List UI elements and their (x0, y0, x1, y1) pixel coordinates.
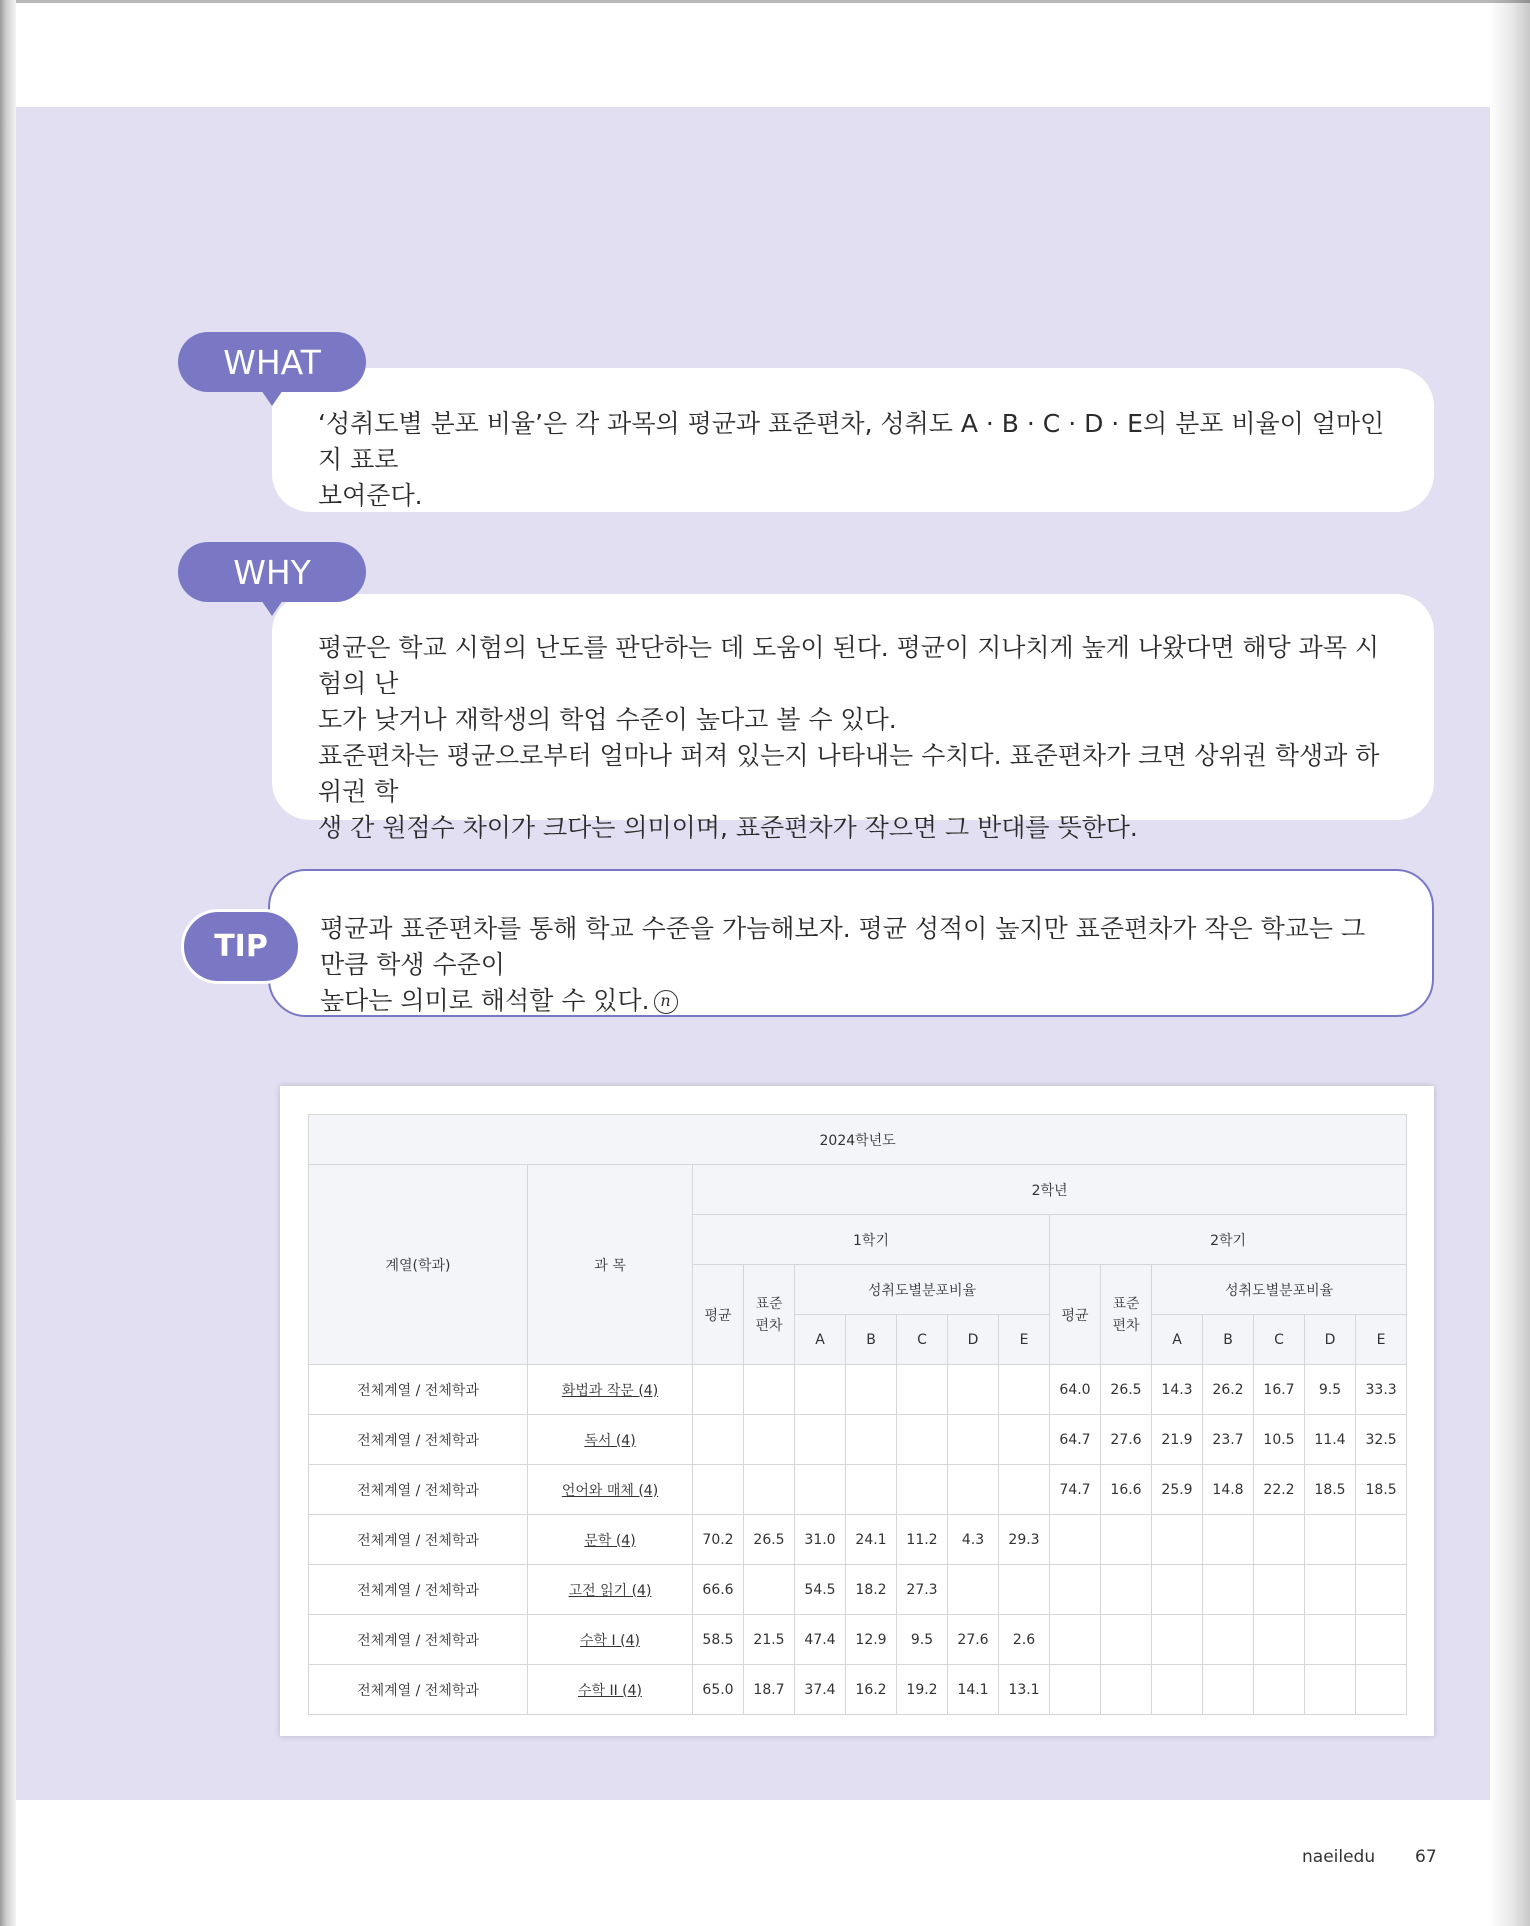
value-cell (846, 1465, 897, 1515)
value-cell (1305, 1515, 1356, 1565)
sem2-level-e: E (1356, 1315, 1407, 1365)
value-cell: 54.5 (795, 1565, 846, 1615)
row-subject-link[interactable]: 수학 II (4) (577, 1682, 643, 1699)
value-cell: 27.6 (948, 1615, 999, 1665)
value-cell (1254, 1515, 1305, 1565)
row-subject-link[interactable]: 문학 (4) (584, 1532, 636, 1549)
value-cell: 4.3 (948, 1515, 999, 1565)
value-cell: 14.1 (948, 1665, 999, 1715)
value-cell: 31.0 (795, 1515, 846, 1565)
value-cell: 29.3 (999, 1515, 1050, 1565)
value-cell (1050, 1515, 1101, 1565)
what-bubble (272, 368, 1434, 512)
sem1-level-a: A (795, 1315, 846, 1365)
value-cell (1050, 1565, 1101, 1615)
value-cell: 33.3 (1356, 1365, 1407, 1415)
sem2-level-d: D (1305, 1315, 1356, 1365)
value-cell: 16.2 (846, 1665, 897, 1715)
naeil-logo-icon: n (654, 990, 678, 1014)
row-subject-link[interactable]: 언어와 매체 (4) (561, 1482, 659, 1499)
value-cell (999, 1415, 1050, 1465)
value-cell (1254, 1615, 1305, 1665)
table-row (309, 1365, 1407, 1415)
value-cell: 10.5 (1254, 1415, 1305, 1465)
value-cell (999, 1365, 1050, 1415)
value-cell (846, 1365, 897, 1415)
value-cell: 37.4 (795, 1665, 846, 1715)
value-cell (897, 1415, 948, 1465)
row-subject-cell[interactable] (528, 1615, 693, 1665)
tip-text-body: 평균과 표준편차를 통해 학교 수준을 가늠해보자. 평균 성적이 높지만 표준편차가 작은 학교는 그만큼 학생 수준이 높다는 의미로 해석할 수 있다. (320, 914, 1366, 1015)
sem2-level-b: B (1203, 1315, 1254, 1365)
page-top-edge (0, 0, 1530, 3)
value-cell: 26.2 (1203, 1365, 1254, 1415)
row-subject-link[interactable]: 수학 I (4) (580, 1632, 640, 1649)
row-dept: 전체계열 / 전체학과 (309, 1365, 528, 1415)
tip-badge: TIP (181, 909, 301, 984)
sem2-level-c: C (1254, 1315, 1305, 1365)
value-cell: 16.6 (1101, 1465, 1152, 1515)
grade-table-card (280, 1086, 1434, 1736)
value-cell (1152, 1615, 1203, 1665)
value-cell: 21.9 (1152, 1415, 1203, 1465)
row-dept: 전체계열 / 전체학과 (309, 1665, 528, 1715)
sem2-mean-header: 평균 (1050, 1265, 1101, 1365)
why-bubble (272, 594, 1434, 842)
page-gutter-shadow (1490, 0, 1530, 1926)
value-cell: 18.5 (1356, 1465, 1407, 1515)
value-cell (1203, 1665, 1254, 1715)
value-cell (948, 1415, 999, 1465)
value-cell (693, 1465, 744, 1515)
value-cell (948, 1565, 999, 1615)
tip-text (320, 911, 1388, 1019)
value-cell: 12.9 (846, 1615, 897, 1665)
value-cell (948, 1365, 999, 1415)
value-cell: 27.6 (1101, 1415, 1152, 1465)
dept-column-header: 계열(학과) (309, 1165, 528, 1365)
value-cell (1356, 1515, 1407, 1565)
value-cell: 18.5 (1305, 1465, 1356, 1515)
value-cell: 58.5 (693, 1615, 744, 1665)
value-cell: 21.5 (744, 1615, 795, 1665)
value-cell (795, 1415, 846, 1465)
sem1-dist-header: 성취도별분포비율 (795, 1265, 1050, 1315)
value-cell (1101, 1615, 1152, 1665)
what-tag: WHAT (178, 332, 366, 392)
sem1-level-e: E (999, 1315, 1050, 1365)
value-cell (795, 1465, 846, 1515)
semester1-header: 1학기 (693, 1215, 1050, 1265)
table-row (309, 1615, 1407, 1665)
what-tag-pointer (261, 390, 283, 406)
table-row (309, 1515, 1407, 1565)
table-body (309, 1365, 1407, 1715)
value-cell: 16.7 (1254, 1365, 1305, 1415)
value-cell: 9.5 (897, 1615, 948, 1665)
value-cell (1101, 1565, 1152, 1615)
sem2-std-header: 표준 편차 (1101, 1265, 1152, 1365)
value-cell: 66.6 (693, 1565, 744, 1615)
value-cell: 27.3 (897, 1565, 948, 1615)
sem1-level-d: D (948, 1315, 999, 1365)
value-cell: 18.7 (744, 1665, 795, 1715)
value-cell: 11.4 (1305, 1415, 1356, 1465)
value-cell (693, 1415, 744, 1465)
value-cell: 18.2 (846, 1565, 897, 1615)
value-cell (1356, 1665, 1407, 1715)
value-cell (897, 1365, 948, 1415)
value-cell: 19.2 (897, 1665, 948, 1715)
value-cell: 9.5 (1305, 1365, 1356, 1415)
row-subject-cell[interactable] (528, 1565, 693, 1615)
value-cell (744, 1365, 795, 1415)
row-subject-cell[interactable] (528, 1465, 693, 1515)
value-cell (1203, 1565, 1254, 1615)
value-cell (1050, 1615, 1101, 1665)
value-cell: 14.3 (1152, 1365, 1203, 1415)
row-subject-link[interactable]: 고전 읽기 (4) (568, 1582, 652, 1599)
value-cell: 23.7 (1203, 1415, 1254, 1465)
value-cell: 2.6 (999, 1615, 1050, 1665)
value-cell (1152, 1565, 1203, 1615)
value-cell (795, 1365, 846, 1415)
table-row (309, 1465, 1407, 1515)
value-cell: 32.5 (1356, 1415, 1407, 1465)
value-cell: 65.0 (693, 1665, 744, 1715)
value-cell (1101, 1515, 1152, 1565)
value-cell: 26.5 (744, 1515, 795, 1565)
value-cell (1152, 1665, 1203, 1715)
table-row (309, 1565, 1407, 1615)
sem1-mean-header: 평균 (693, 1265, 744, 1365)
grade-header: 2학년 (693, 1165, 1407, 1215)
why-tag: WHY (178, 542, 366, 602)
row-dept: 전체계열 / 전체학과 (309, 1415, 528, 1465)
table-row (309, 1665, 1407, 1715)
value-cell (1305, 1665, 1356, 1715)
row-subject-link[interactable]: 화법과 작문 (4) (561, 1382, 659, 1399)
row-subject-cell[interactable] (528, 1415, 693, 1465)
value-cell: 64.7 (1050, 1415, 1101, 1465)
value-cell: 22.2 (1254, 1465, 1305, 1515)
value-cell: 70.2 (693, 1515, 744, 1565)
sem2-level-a: A (1152, 1315, 1203, 1365)
value-cell (744, 1465, 795, 1515)
value-cell: 14.8 (1203, 1465, 1254, 1515)
value-cell (744, 1565, 795, 1615)
value-cell (948, 1465, 999, 1515)
why-tag-pointer (261, 600, 283, 616)
value-cell (1305, 1615, 1356, 1665)
value-cell: 11.2 (897, 1515, 948, 1565)
page-spine-edge (0, 0, 16, 1926)
value-cell: 24.1 (846, 1515, 897, 1565)
value-cell (846, 1415, 897, 1465)
value-cell: 47.4 (795, 1615, 846, 1665)
value-cell: 64.0 (1050, 1365, 1101, 1415)
subject-column-header: 과 목 (528, 1165, 693, 1365)
value-cell (1203, 1615, 1254, 1665)
row-dept: 전체계열 / 전체학과 (309, 1515, 528, 1565)
value-cell (999, 1565, 1050, 1615)
value-cell: 25.9 (1152, 1465, 1203, 1515)
value-cell (1356, 1615, 1407, 1665)
row-subject-cell[interactable] (528, 1365, 693, 1415)
value-cell: 26.5 (1101, 1365, 1152, 1415)
value-cell (1254, 1565, 1305, 1615)
value-cell (1152, 1515, 1203, 1565)
value-cell: 13.1 (999, 1665, 1050, 1715)
sem1-level-b: B (846, 1315, 897, 1365)
row-dept: 전체계열 / 전체학과 (309, 1615, 528, 1665)
value-cell (897, 1465, 948, 1515)
footer-brand: naeiledu (1302, 1847, 1376, 1867)
sem1-level-c: C (897, 1315, 948, 1365)
value-cell (744, 1415, 795, 1465)
value-cell (999, 1465, 1050, 1515)
row-subject-link[interactable]: 독서 (4) (584, 1432, 636, 1449)
value-cell (1050, 1665, 1101, 1715)
row-subject-cell[interactable] (528, 1515, 693, 1565)
semester2-header: 2학기 (1050, 1215, 1407, 1265)
row-subject-cell[interactable] (528, 1665, 693, 1715)
value-cell (1305, 1565, 1356, 1615)
sem1-std-header: 표준 편차 (744, 1265, 795, 1365)
value-cell (1254, 1665, 1305, 1715)
value-cell: 74.7 (1050, 1465, 1101, 1515)
table-year-header: 2024학년도 (309, 1115, 1407, 1165)
row-dept: 전체계열 / 전체학과 (309, 1465, 528, 1515)
value-cell (1203, 1515, 1254, 1565)
what-text: ‘성취도별 분포 비율’은 각 과목의 평균과 표준편차, 성취도 A · B · C · D · E의 분포 비율이 얼마인지 표로 보여준다. (318, 409, 1385, 510)
why-text: 평균은 학교 시험의 난도를 판단하는 데 도움이 된다. 평균이 지나치게 높게 나왔다면 해당 과목 시험의 난 도가 낮거나 재학생의 학업 수준이 높다고 볼 수 있다. 표준편차는 평균으로부터 얼마나 퍼져 있는지 나타내는 수치다. 표준편차가 크면 상위권 학생과 하위권 학 생 간 원점수 차이가 크다는 의미이며, 표준편차가 작으면 그 반대를 뜻한다. (318, 633, 1380, 842)
grade-distribution-table (308, 1114, 1407, 1715)
sem2-dist-header: 성취도별분포비율 (1152, 1265, 1407, 1315)
value-cell (1356, 1565, 1407, 1615)
table-row (309, 1415, 1407, 1465)
tip-bubble (268, 869, 1434, 1017)
row-dept: 전체계열 / 전체학과 (309, 1565, 528, 1615)
value-cell (1101, 1665, 1152, 1715)
value-cell (693, 1365, 744, 1415)
page-number: 67 (1415, 1847, 1437, 1867)
